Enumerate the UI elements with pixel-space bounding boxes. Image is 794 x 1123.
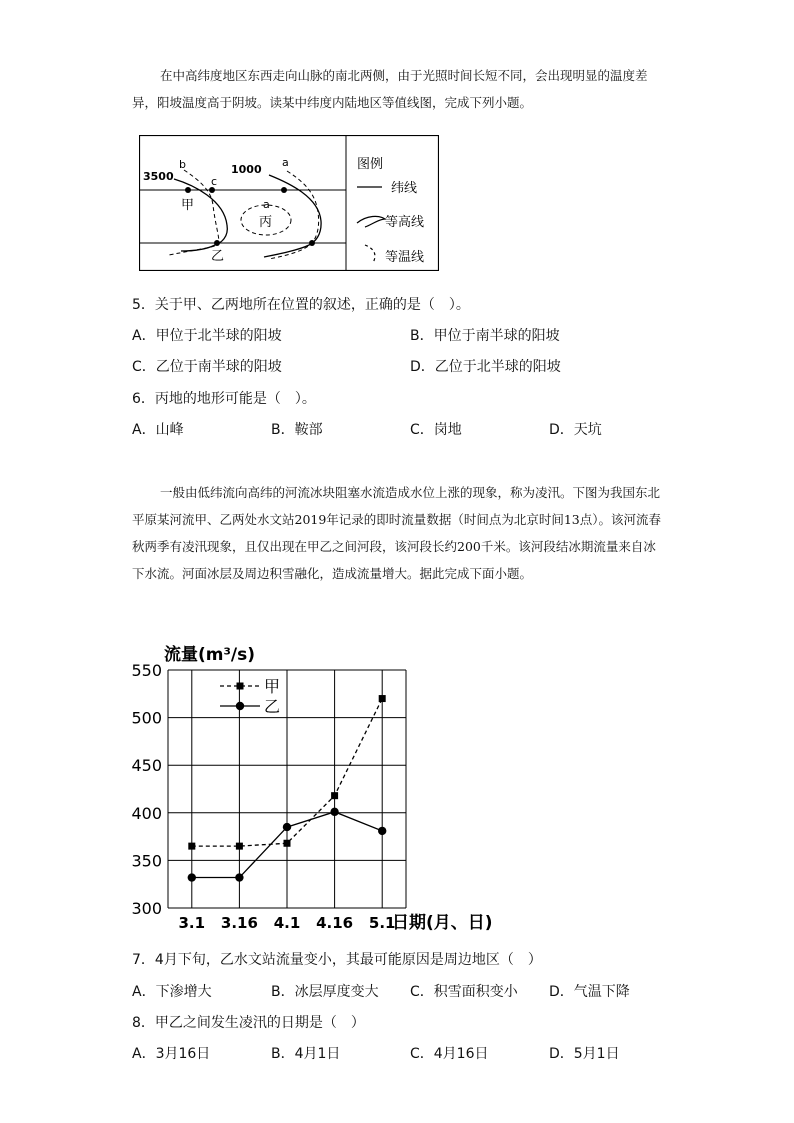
label-a-center: a <box>263 198 270 211</box>
label-bing: 丙 <box>259 215 273 230</box>
q5-stem: 5．关于甲、乙两地所在位置的叙述，正确的是（ ）。 <box>132 297 470 313</box>
q6-option-d[interactable]: D．天坑 <box>549 422 602 438</box>
q6-option-b[interactable]: B．鞍部 <box>271 422 323 438</box>
x-tick-label: 3.1 <box>178 914 206 932</box>
series-point <box>283 823 291 831</box>
q5-option-d[interactable]: D．乙位于北半球的阳坡 <box>410 359 561 375</box>
q6-option-c[interactable]: C．岗地 <box>410 422 462 438</box>
point-a-top <box>281 187 287 193</box>
passage-2-text: 一般由低纬流向高纬的河流冰块阻塞水流造成水位上涨的现象，称为凌汛。下图为我国东北平原某河流甲、乙两处水文站2019年记录的即时流量数据（时间点为北京时间13点）。该河流春秋两季有凌汛现象，且仅出现在甲乙之间河段，该河段长约200千米。该河段结冰期流量来自冰下水流。河面冰层及周边积雪融化，造成流量增大。据此完成下面小题。 <box>132 485 661 581</box>
x-tick-label: 5.1 <box>368 914 396 932</box>
y-tick-label: 400 <box>131 803 162 823</box>
contour-figure <box>139 135 439 271</box>
q6-stem: 6．丙地的地形可能是（ ）。 <box>132 391 316 407</box>
q8-option-a[interactable]: A．3月16日 <box>132 1046 211 1062</box>
y-tick-label: 500 <box>131 708 162 728</box>
legend-contour-symbol <box>357 216 385 227</box>
x-tick-label: 4.1 <box>273 914 301 932</box>
point-right-bottom <box>309 240 315 246</box>
q7-option-b[interactable]: B．冰层厚度变大 <box>271 984 379 1000</box>
q7-stem: 7．4月下旬，乙水文站流量变小，其最可能原因是周边地区（ ） <box>132 952 542 968</box>
q6-option-a[interactable]: A．山峰 <box>132 422 184 438</box>
legend-latitude-label: 纬线 <box>391 181 418 196</box>
series-point <box>378 827 386 835</box>
label-1000: 1000 <box>231 163 262 176</box>
passage-2 <box>132 479 662 587</box>
q5-option-c[interactable]: C．乙位于南半球的阳坡 <box>132 359 282 375</box>
series-point <box>379 695 386 702</box>
label-a-right: a <box>282 156 289 169</box>
x-axis-label: 日期(月、日) <box>392 913 493 933</box>
legend-label-0: 甲 <box>264 677 281 696</box>
series-point <box>188 843 195 850</box>
q8-stem: 8．甲乙之间发生凌汛的日期是（ ） <box>132 1015 365 1031</box>
legend-isotherm-symbol <box>365 245 375 263</box>
q5-option-b[interactable]: B．甲位于南半球的阳坡 <box>410 328 560 344</box>
legend-contour-label: 等高线 <box>385 215 425 230</box>
label-yi: 乙 <box>211 249 225 264</box>
q8-option-d[interactable]: D．5月1日 <box>549 1046 620 1062</box>
y-tick-label: 350 <box>131 851 162 871</box>
point-jia <box>185 187 191 193</box>
y-tick-label: 450 <box>131 756 162 776</box>
passage-1-text: 在中高纬度地区东西走向山脉的南北两侧，由于光照时间长短不同，会出现明显的温度差异，阳坡温度高于阴坡。读某中纬度内陆地区等值线图，完成下列小题。 <box>132 68 648 110</box>
series-point <box>235 873 243 881</box>
legend-title: 图例 <box>357 157 384 172</box>
q8-option-c[interactable]: C．4月16日 <box>410 1046 489 1062</box>
q7-option-a[interactable]: A．下渗增大 <box>132 984 212 1000</box>
legend-marker-0 <box>237 683 244 690</box>
y-tick-label: 550 <box>131 661 162 680</box>
label-jia: 甲 <box>181 198 195 213</box>
label-b: b <box>179 158 186 171</box>
point-yi <box>214 240 220 246</box>
x-tick-label: 3.16 <box>220 914 258 932</box>
legend-label-1: 乙 <box>264 697 281 716</box>
q5-option-a[interactable]: A．甲位于北半球的阳坡 <box>132 328 282 344</box>
label-c: c <box>211 175 218 188</box>
q8-option-b[interactable]: B．4月1日 <box>271 1046 341 1062</box>
label-3500: 3500 <box>143 170 174 183</box>
series-point <box>330 808 338 816</box>
q7-option-d[interactable]: D．气温下降 <box>549 984 630 1000</box>
series-point <box>188 873 196 881</box>
passage-1 <box>132 62 662 116</box>
legend-isotherm-label: 等温线 <box>385 250 425 265</box>
series-point <box>284 840 291 847</box>
q7-option-c[interactable]: C．积雪面积变小 <box>410 984 518 1000</box>
x-tick-label: 4.16 <box>316 914 354 932</box>
flow-chart <box>130 640 510 935</box>
y-axis-label: 流量(m³/s) <box>164 645 256 665</box>
legend-marker-1 <box>236 702 244 710</box>
series-point <box>236 843 243 850</box>
y-tick-label: 300 <box>131 899 162 918</box>
series-point <box>331 792 338 799</box>
